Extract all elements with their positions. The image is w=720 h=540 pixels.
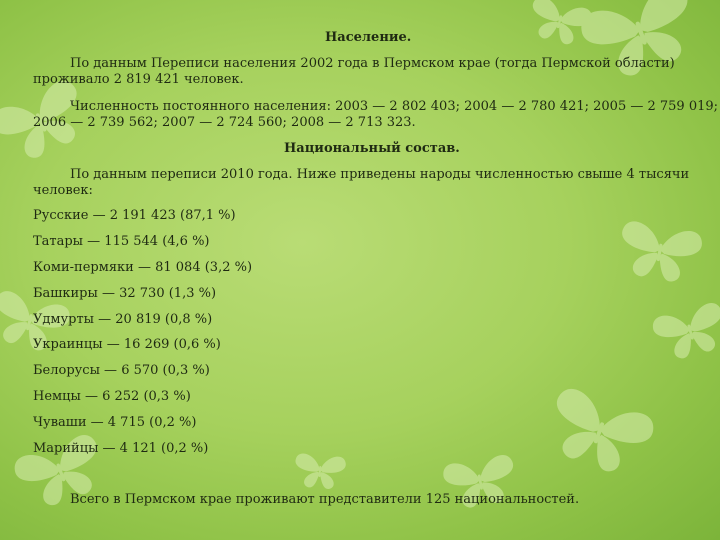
- list-item: Башкиры — 32 730 (1,3 %): [33, 286, 217, 301]
- census-2002-line-2: проживало 2 819 421 человек.: [33, 72, 244, 87]
- list-item: Коми-пермяки — 81 084 (3,2 %): [33, 260, 253, 275]
- list-item: Украинцы — 16 269 (0,6 %): [33, 337, 221, 352]
- census-2002-line-1: По данным Переписи населения 2002 года в Пермском крае (тогда Пермской области): [70, 56, 675, 71]
- list-item: Удмурты — 20 819 (0,8 %): [33, 312, 213, 327]
- census-2010-line-1: По данным переписи 2010 года. Ниже приведены народы численностью свыше 4 тысячи: [70, 167, 690, 182]
- population-line-2: 2006 — 2 739 562; 2007 — 2 724 560; 2008 — 2 713 323.: [33, 115, 416, 130]
- heading-nationality: Национальный состав.: [284, 141, 460, 156]
- list-item: Русские — 2 191 423 (87,1 %): [33, 208, 236, 223]
- census-2010-line-2: человек:: [33, 183, 93, 198]
- list-item: Немцы — 6 252 (0,3 %): [33, 389, 191, 404]
- list-item: Татары — 115 544 (4,6 %): [33, 234, 210, 249]
- population-line-1: Численность постоянного населения: 2003 — 2 802 403; 2004 — 2 780 421; 2005 — 2 759 019;: [70, 99, 719, 114]
- heading-population: Население.: [325, 30, 412, 45]
- list-item: Белорусы — 6 570 (0,3 %): [33, 363, 210, 378]
- footer-total: Всего в Пермском крае проживают представители 125 национальностей.: [70, 492, 580, 507]
- list-item: Чуваши — 4 715 (0,2 %): [33, 415, 197, 430]
- list-item: Марийцы — 4 121 (0,2 %): [33, 441, 209, 456]
